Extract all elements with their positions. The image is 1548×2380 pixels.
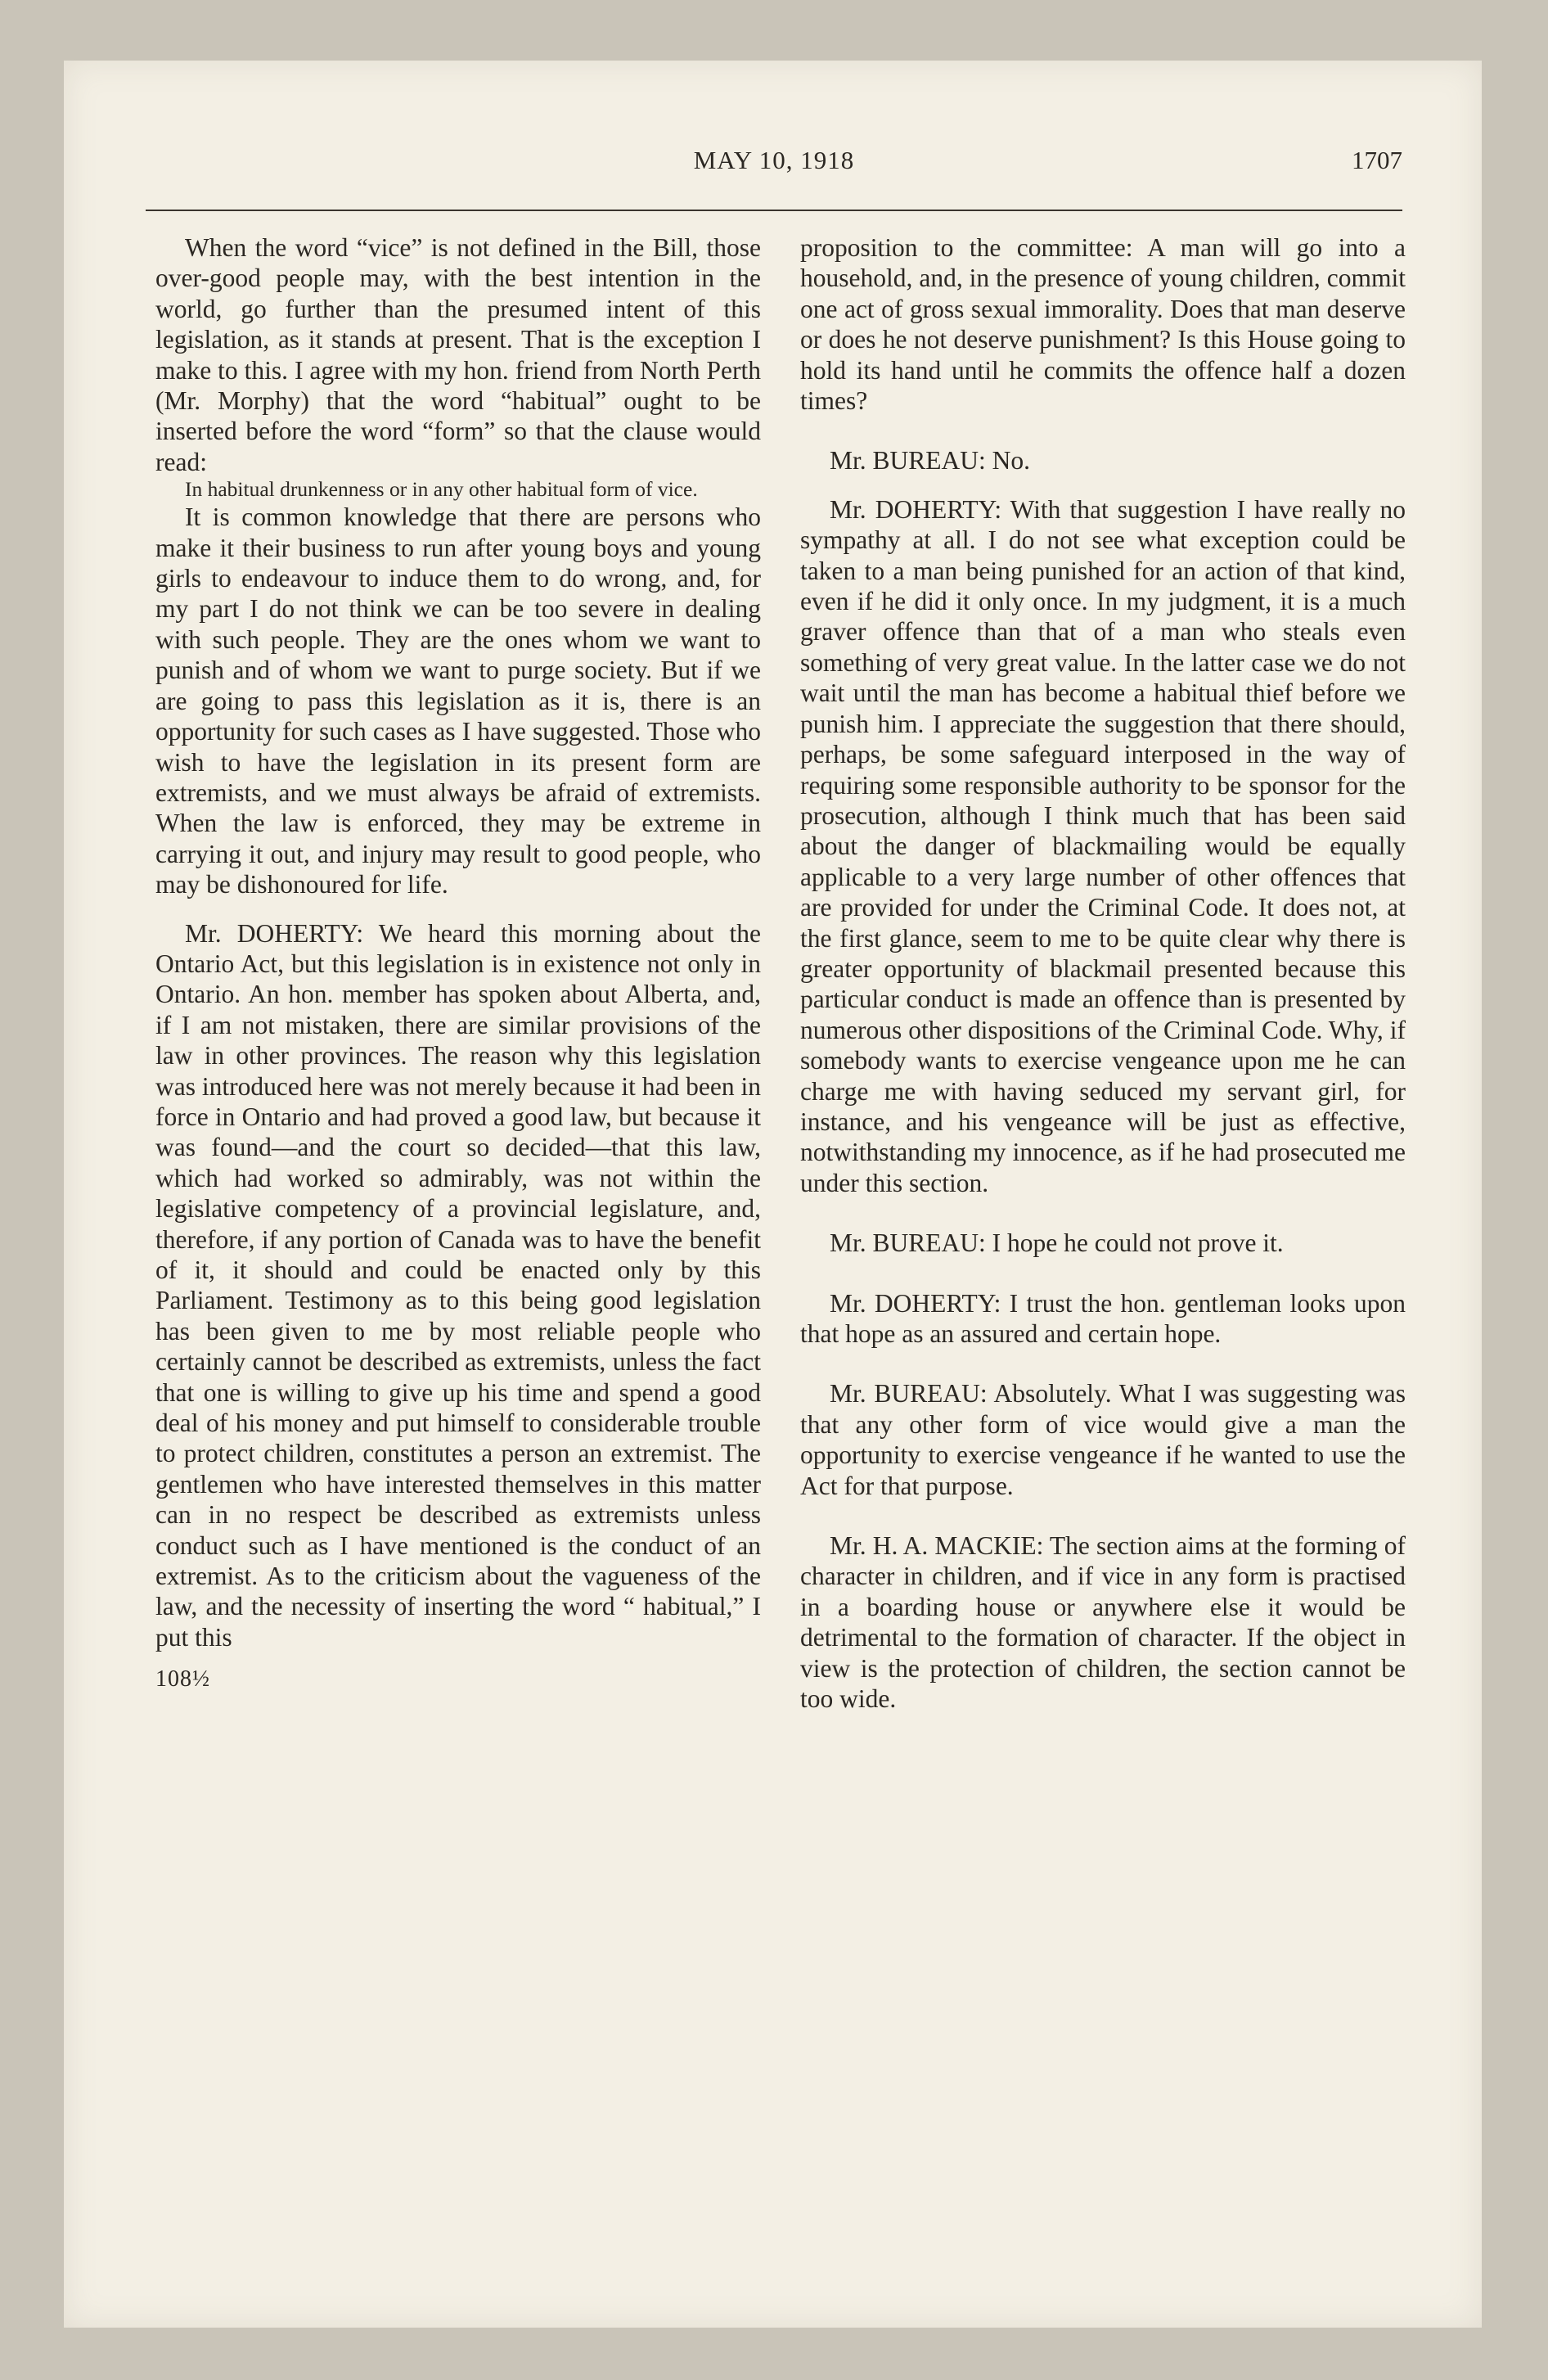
signature-folio: 108½	[155, 1666, 210, 1693]
header-rule	[146, 210, 1402, 211]
speech-doherty: Mr. DOHERTY: I trust the hon. gentleman looks upon that hope as an assured and certain hope.	[800, 1288, 1406, 1348]
speech-bureau: Mr. BUREAU: I hope he could not prove it.	[830, 1228, 1284, 1258]
speech-doherty: Mr. DOHERTY: With that suggestion I have really no sympathy at all. I do not see what exception could be taken to a man being punished for an action of that kind, even if he did it only once. In my judgment, it is a much graver offence than that of a man who steals even something of very great value. In the latter case we do not wait until the man has become a habitual thief before we punish him. I appreciate the suggestion that there should, perhaps, be some safeguard interposed in the way of requiring some responsible authority to be sponsor for the prosecution, although I think much that has been said about the danger of blackmailing would be equally applicable to a very large number of other offences that are provided for under the Criminal Code. It does not, at the first glance, seem to me to be quite clear why there is greater opportunity of blackmail presented because this particular conduct is made an offence than is presented by numerous other dispositions of the Criminal Code. Why, if somebody wants to exercise vengeance upon me he can charge me with having seduced my servant girl, for instance, and his vengeance will be just as effective, notwithstanding my innocence, as if he had prosecuted me under this section.	[800, 494, 1406, 1197]
paragraph-continued: proposition to the committee: A man will go into a household, and, in the presence of young children, commit one act of gross sexual immorality. Does that man deserve or does he not deserve punishment? Is this House going to hold its hand until he commits the offence half a dozen times?	[800, 233, 1406, 416]
paragraph: When the word “vice” is not defined in the Bill, those over-good people may, with the best intention in the world, go further than the presumed intent of this legislation, as it stands at present. That is the exception I make to this. I agree with my hon. friend from North Perth (Mr. Morphy) that the word “habitual” ought to be inserted before the word “form” so that the clause would read:	[155, 233, 761, 476]
block-quote: In habitual drunkenness or in any other habitual form of vice.	[185, 477, 698, 502]
running-head-date: MAY 10, 1918	[693, 146, 855, 174]
speech-mackie: Mr. H. A. MACKIE: The section aims at the forming of character in children, and if vice in any form is practised in a boarding house or anywhere else it would be detrimental to the formation of character. If the object in view is the protection of children, the section cannot be too wide.	[800, 1531, 1406, 1714]
left-column	[155, 232, 761, 1695]
right-column	[800, 232, 1406, 1714]
paragraph: It is common knowledge that there are persons who make it their business to run after young boys and young girls to endeavour to induce them to do wrong, and, for my part I do not think we can be too severe in dealing with such people. They are the ones whom we want to punish and of whom we want to purge society. But if we are going to pass this legislation as it is, there is an opportunity for such cases as I have suggested. Those who wish to have the legislation in its present form are extremists, and we must always be afraid of extremists. When the law is enforced, they may be extreme in carrying it out, and injury may result to good people, who may be dishonoured for life.	[155, 503, 761, 899]
speech-doherty: Mr. DOHERTY: We heard this morning about the Ontario Act, but this legislation is in existence not only in Ontario. An hon. member has spoken about Alberta, and, if I am not mistaken, there are similar provisions of the law in other provinces. The reason why this legislation was introduced here was not merely because it had been in force in Ontario and had proved a good law, but because it was found—and the court so decided—that this law, which had worked so admirably, was not within the legislative competency of a provincial legislature, and, therefore, if any portion of Canada was to have the benefit of it, it should and could be enacted only by this Parliament. Testimony as to this being good legislation has been given to me by most reliable people who certainly cannot be described as extremists, unless the fact that one is willing to give up his time and spend a good deal of his money and put himself to considerable trouble to protect children, constitutes a person an extremist. The gentlemen who have interested themselves in this matter can in no respect be described as extremists unless conduct such as I have mentioned is the conduct of an extremist. As to the criticism about the vagueness of the law, and the necessity of inserting the word “ habitual,” I put this	[155, 918, 761, 1652]
speech-bureau: Mr. BUREAU: Absolutely. What I was suggesting was that any other form of vice would give a man the opportunity to exercise vengeance if he wanted to use the Act for that purpose.	[800, 1379, 1406, 1500]
page-header	[146, 146, 1402, 178]
page-number: 1707	[1352, 146, 1402, 174]
speech-bureau: Mr. BUREAU: No.	[830, 446, 1031, 476]
